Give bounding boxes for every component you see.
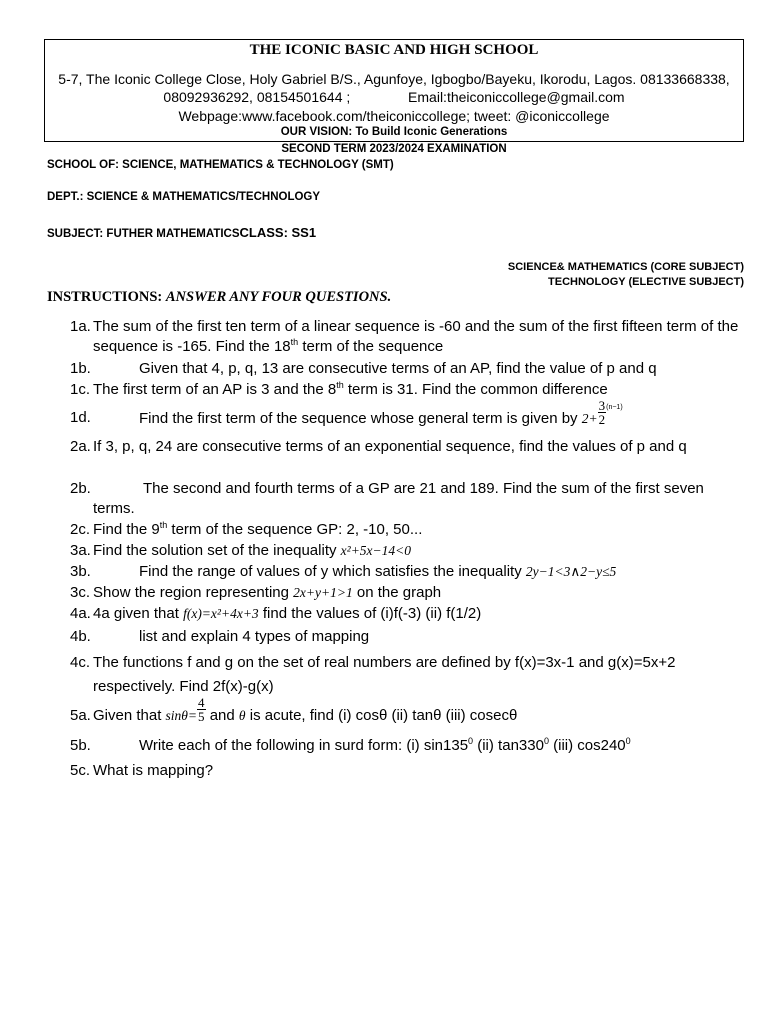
text-part: Find the solution set of the inequality bbox=[93, 542, 341, 559]
text-part: list and explain 4 types of mapping bbox=[139, 628, 370, 645]
school-address bbox=[47, 70, 741, 106]
question-number: 5c. bbox=[70, 762, 91, 779]
text-part: Given that 4, p, q, 13 are consecutive terms of an AP, find the value of p and q bbox=[139, 360, 657, 377]
class: CLASS: SS1 bbox=[239, 225, 317, 240]
math-expression: 2x+y+1>1 bbox=[293, 585, 353, 600]
question-number: 1c. bbox=[70, 381, 91, 398]
question-number: 1a. bbox=[70, 318, 91, 335]
text-part: find the values of (i)f(-3) (ii) f(1/2) bbox=[258, 605, 482, 622]
question-text bbox=[93, 541, 740, 561]
question-5b bbox=[70, 736, 740, 756]
question-number: 3b. bbox=[70, 563, 91, 580]
question-3b bbox=[70, 562, 740, 582]
instructions-text: ANSWER ANY FOUR QUESTIONS. bbox=[165, 289, 392, 305]
question-1c bbox=[70, 380, 740, 400]
elective-note: TECHNOLOGY (ELECTIVE SUBJECT) bbox=[548, 276, 744, 288]
text-part: Write each of the following in surd form: (i) sin135 bbox=[139, 737, 469, 754]
question-text bbox=[93, 627, 740, 647]
superscript: 0 bbox=[468, 736, 474, 746]
fraction-numerator: 3 bbox=[598, 397, 606, 413]
subject-line bbox=[47, 225, 316, 240]
question-number: 2a. bbox=[70, 438, 91, 455]
text-part: on the graph bbox=[352, 584, 442, 601]
exponent: (n−1) bbox=[606, 404, 623, 411]
text-part: Given that bbox=[93, 707, 166, 724]
school-header-box bbox=[44, 39, 744, 142]
school-vision: OUR VISION: To Build Iconic Generations bbox=[280, 126, 508, 138]
superscript: th bbox=[290, 337, 299, 347]
text-part: and bbox=[205, 707, 239, 724]
text-part: The first term of an AP is 3 and the 8 bbox=[93, 381, 337, 398]
address-text: 5-7, The Iconic College Close, Holy Gabriel B/S., Agunfoye, Igbogbo/Bayeku, Ikorodu, Lagos. 08133668338, 08092936292, 08154501644 ; bbox=[58, 71, 730, 105]
department: DEPT.: SCIENCE & MATHEMATICS/TECHNOLOGY bbox=[47, 191, 321, 203]
question-number: 4c. bbox=[70, 654, 91, 671]
question-number: 5a. bbox=[70, 707, 91, 724]
question-4c bbox=[70, 651, 740, 699]
question-4a bbox=[70, 604, 740, 624]
question-number: 4a. bbox=[70, 605, 91, 622]
text-part: is acute, find (i) cosθ (ii) tanθ (iii) cosecθ bbox=[245, 707, 518, 724]
fraction bbox=[598, 399, 607, 426]
instructions-label: INSTRUCTIONS: bbox=[47, 289, 163, 305]
fraction-denominator: 5 bbox=[198, 708, 205, 724]
question-text bbox=[93, 397, 740, 429]
question-number: 4b. bbox=[70, 628, 91, 645]
text-part: term is 31. Find the common difference bbox=[343, 381, 608, 398]
web-contact: Webpage:www.facebook.com/theiconiccollege; tweet: @iconiccollege bbox=[178, 108, 610, 124]
question-text bbox=[93, 317, 740, 357]
question-4b bbox=[70, 627, 740, 647]
text-part: Show the region representing bbox=[93, 584, 294, 601]
question-1d bbox=[70, 397, 740, 429]
text-part: (ii) tan330 bbox=[473, 737, 544, 754]
superscript: th bbox=[336, 380, 344, 390]
question-text bbox=[93, 562, 740, 582]
question-number: 3c. bbox=[70, 584, 91, 601]
question-2c bbox=[70, 520, 740, 540]
question-5c bbox=[70, 761, 740, 781]
email-text: Email:theiconiccollege@gmail.com bbox=[408, 89, 625, 105]
question-text bbox=[93, 520, 740, 540]
question-text: If 3, p, q, 24 are consecutive terms of an exponential sequence, find the values of p and q bbox=[93, 438, 687, 455]
question-number: 1b. bbox=[70, 360, 91, 377]
text-part: term of the sequence GP: 2, -10, 50... bbox=[167, 521, 423, 538]
math-expression: sinθ= bbox=[165, 708, 198, 723]
question-3a bbox=[70, 541, 740, 561]
question-3c bbox=[70, 583, 740, 603]
core-note: SCIENCE& MATHEMATICS (CORE SUBJECT) bbox=[507, 261, 744, 273]
question-text bbox=[93, 380, 740, 400]
text-part: Find the range of values of y which satisfies the inequality bbox=[139, 563, 526, 580]
question-number: 2c. bbox=[70, 521, 91, 538]
subject-notes bbox=[508, 260, 744, 290]
text-part: term of the sequence bbox=[298, 338, 444, 355]
text-part: The second and fourth terms of a GP are 21 and 189. Find the sum of the first seven terms. bbox=[93, 480, 704, 517]
question-1a bbox=[70, 317, 740, 357]
fraction bbox=[197, 696, 206, 723]
question-text bbox=[93, 583, 740, 603]
question-number: 2b. bbox=[70, 480, 91, 497]
school-name: THE ICONIC BASIC AND HIGH SCHOOL bbox=[249, 42, 539, 58]
question-text bbox=[93, 736, 740, 756]
question-2a bbox=[70, 437, 740, 457]
subject: SUBJECT: FUTHER MATHEMATICS bbox=[47, 228, 240, 240]
math-expression: x²+5x−14<0 bbox=[340, 543, 412, 558]
question-text bbox=[93, 694, 740, 726]
superscript: th bbox=[159, 520, 168, 530]
question-text: The functions f and g on the set of real numbers are defined by f(x)=3x-1 and g(x)=5x+2 respectively. Find 2f(x)-g(x) bbox=[93, 654, 676, 695]
question-number: 3a. bbox=[70, 542, 91, 559]
question-2b bbox=[70, 479, 740, 519]
math-expression: θ bbox=[238, 708, 246, 723]
math-expression: 2y−1<3∧2−y≤5 bbox=[525, 564, 617, 579]
math-expression: f(x)=x²+4x+3 bbox=[183, 606, 259, 621]
question-text bbox=[93, 604, 740, 624]
question-1b bbox=[70, 359, 740, 379]
text-part: Find the first term of the sequence whose general term is given by bbox=[139, 410, 582, 427]
question-number: 1d. bbox=[70, 409, 91, 426]
question-text bbox=[93, 479, 740, 519]
text-part: (iii) cos240 bbox=[548, 737, 626, 754]
fraction-denominator: 2 bbox=[598, 411, 606, 427]
question-text: What is mapping? bbox=[93, 762, 214, 779]
text-part: The sum of the first ten term of a linear sequence is -60 and the sum of the first fifteen term of the sequence is -165. Find the 18 bbox=[93, 318, 739, 355]
exam-term: SECOND TERM 2023/2024 EXAMINATION bbox=[281, 143, 507, 155]
math-expression: 2+ bbox=[581, 411, 598, 426]
superscript: 0 bbox=[543, 736, 549, 746]
text-part: Find the 9 bbox=[93, 521, 160, 538]
text-part: 4a given that bbox=[93, 605, 184, 622]
question-number: 5b. bbox=[70, 737, 91, 754]
school-of: SCHOOL OF: SCIENCE, MATHEMATICS & TECHNOLOGY (SMT) bbox=[47, 159, 394, 171]
question-text bbox=[93, 359, 740, 379]
superscript: 0 bbox=[625, 736, 631, 746]
instructions bbox=[47, 289, 391, 306]
question-5a bbox=[70, 694, 740, 726]
fraction-numerator: 4 bbox=[198, 694, 205, 710]
